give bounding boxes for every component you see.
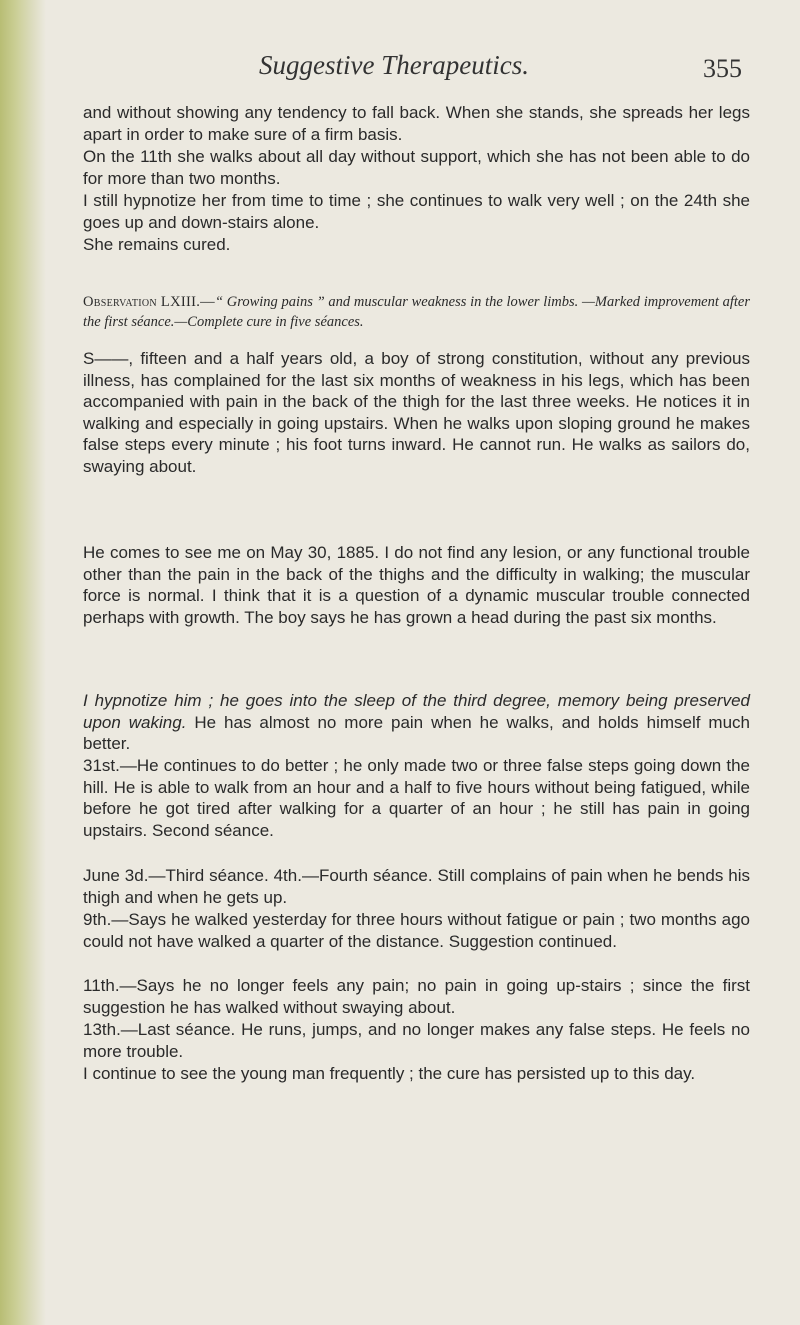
paragraph-final: I continue to see the young man frequently ; the cure has persisted up to this day. — [83, 1064, 696, 1083]
paragraph-hypnosis — [83, 690, 750, 755]
observation-description: “ Growing pains ” and muscular weakness in the lower limbs. —Marked improvement after the first séance.—Complete cure in five séances. — [83, 294, 750, 330]
paragraph-june-3d: June 3d.—Third séance. 4th.—Fourth séance. Still complains of pain when he bends his thigh and when he gets up. — [83, 866, 750, 907]
paragraph-11th: 11th.—Says he no longer feels any pain; no pain in going up-stairs ; since the first suggestion he has walked without swaying about. — [83, 976, 750, 1017]
paragraph-1: and without showing any tendency to fall back. When she stands, she spreads her legs apart in order to make sure of a firm basis. — [83, 103, 750, 144]
observation-label: Observation LXIII.— — [83, 294, 215, 310]
hypnosis-rest-text: He has almost no more pain when he walks, and holds himself much better. — [83, 712, 750, 754]
paragraph-9th: 9th.—Says he walked yesterday for three hours without fatigue or pain ; two months ago could not have walked a quarter of the distance. Suggestion continued. — [83, 910, 750, 951]
hypnosis-italic-text: I hypnotize him ; he goes into the sleep of the third degree, memory being preserved upon waking. — [83, 691, 750, 732]
paragraph-13th: 13th.—Last séance. He runs, jumps, and no longer makes any false steps. He feels no more trouble. — [83, 1020, 750, 1061]
page-header — [83, 50, 750, 90]
paragraph-2: On the 11th she walks about all day without support, which she has not been able to do for more than two months. — [83, 147, 750, 188]
paragraph-case-description: S——, fifteen and a half years old, a boy of strong constitution, without any previous illness, has complained for the last six months of weakness in his legs, which has been accompanied with pain in the back of the thigh for the last three weeks. He notices it in walking and especially in going upstairs. When he walks upon sloping ground he makes false steps every minute ; his foot turns inward. He cannot run. He walks as sailors do, swaying about. — [83, 349, 750, 476]
running-title: Suggestive Therapeutics. — [259, 50, 529, 80]
book-spine-shadow — [0, 0, 46, 1325]
paragraph-4: She remains cured. — [83, 235, 231, 254]
paragraph-first-visit: He comes to see me on May 30, 1885. I do not find any lesion, or any functional trouble other than the pain in the back of the thighs and the difficulty in walking; the muscular force is normal. I think that it is a question of a dynamic muscular trouble connected perhaps with growth. The boy says he has grown a head during the past six months. — [83, 543, 750, 627]
page-number: 355 — [703, 54, 742, 83]
paragraph-3: I still hypnotize her from time to time ; she continues to walk very well ; on the 24th she goes up and down-stairs alone. — [83, 191, 750, 232]
paragraph-31st: 31st.—He continues to do better ; he only made two or three false steps going down the hill. He is able to walk from an hour and a half to five hours without being fatigued, while before he got tired after walking for a quarter of an hour ; he still has pain in going upstairs. Second séance. — [83, 756, 750, 840]
observation-heading — [83, 292, 750, 332]
